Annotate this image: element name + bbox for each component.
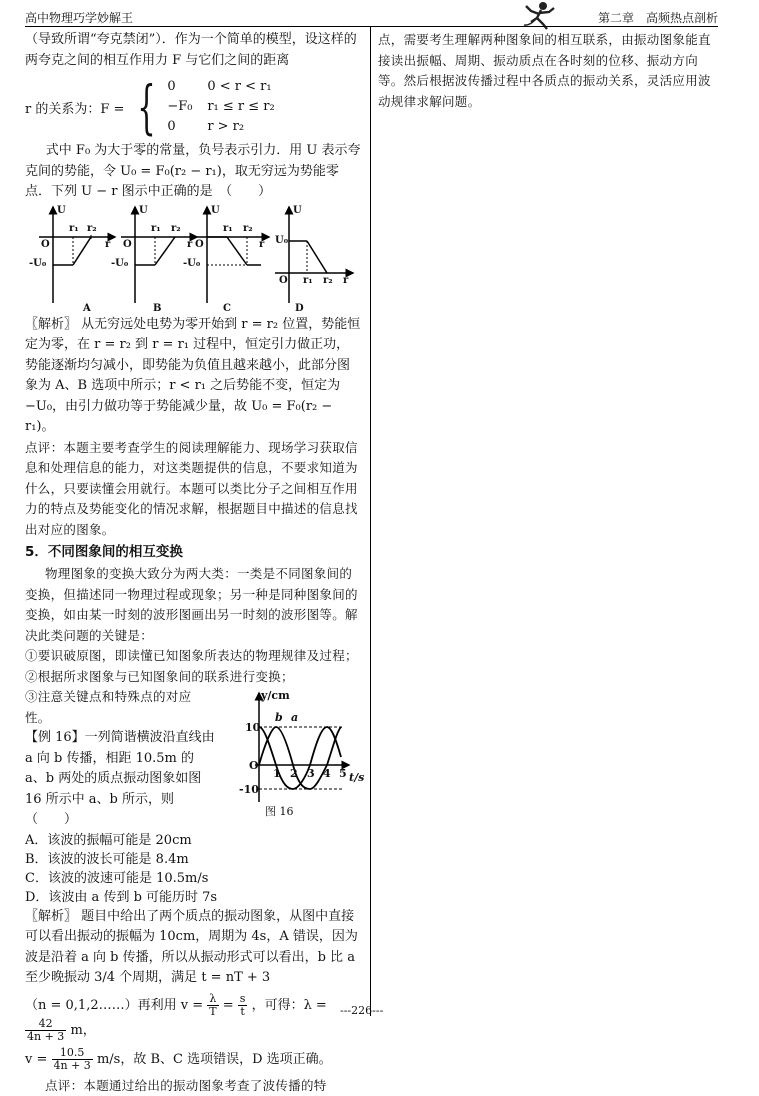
graph-c-label: C: [223, 303, 231, 314]
graph-a-r2: r₂: [87, 223, 97, 234]
section-5-heading: 5．不同图象间的相互变换: [25, 542, 362, 562]
fig16-label-a: a: [291, 711, 298, 724]
header-rule: [25, 26, 718, 27]
graph-a-r: r: [105, 239, 110, 250]
comment-1: 点评：本题主要考查学生的阅读理解能力、现场学习获取信息和处理信息的能力，对这类题提供的信息，不要求知道为什么，只要读懂会用就行。本题可以类比分子之间相互作用力的特点及势能变化的情况求解，根据题目中描述的信息找出对应的图象。: [25, 438, 362, 541]
graph-d-u0: U₀: [275, 235, 288, 246]
section-5-intro: 物理图象的变换大致分为两大类：一类是不同图象间的变换，但描述同一物理过程或现象；另一种是同种图象间的变换，如由某一时刻的波形图画出另一时刻的波形图等。解决此类问题的关键是：: [25, 564, 362, 646]
fig16-tick-3: 3: [307, 767, 315, 780]
graph-b-u-label: U: [139, 205, 148, 216]
graph-b-neg-u0: -U₀: [111, 258, 128, 269]
piecewise-lhs: r 的关系为：F =: [25, 98, 124, 117]
fig16-origin: O: [249, 759, 259, 772]
option-c: C．该波的波速可能是 10.5m/s: [25, 869, 362, 888]
graph-a-label: A: [83, 303, 91, 314]
example-16-text: 【例 16】一列简谐横波沿直线由 a 向 b 传播，相距 10.5m 的 a、b 两处的质点振动图象如图 16 所示中 a、b 所示，则 （ ）: [25, 728, 215, 831]
figure-16-caption: 图 16: [265, 803, 294, 819]
graph-b-r1: r₁: [151, 223, 161, 234]
graph-d-r2: r₂: [323, 275, 333, 286]
graph-c-u-label: U: [211, 205, 220, 216]
graph-a-r1: r₁: [69, 223, 79, 234]
right-column: [378, 30, 718, 112]
fig16-xlabel: t/s: [349, 771, 364, 784]
graph-b-r: r: [187, 239, 192, 250]
example-16: [25, 687, 362, 831]
fig16-tick-2: 2: [290, 767, 298, 780]
case-row: −F₀ r₁ ≤ r ≤ r₂: [167, 97, 274, 117]
graph-c-r1: r₁: [223, 223, 233, 234]
fig16-tick-4: 4: [323, 767, 331, 780]
option-d: D．该波由 a 传到 b 可能历时 7s: [25, 888, 362, 907]
graph-c-origin: O: [195, 239, 204, 250]
fig16-label-b: b: [275, 711, 283, 724]
section-5-item-2: ②根据所求图象与已知图象间的联系进行变换；: [25, 667, 362, 688]
comment-2: 点评：本题通过给出的振动图象考查了波传播的特: [25, 1076, 362, 1096]
graph-a: [39, 207, 115, 303]
case-row: 0 0 < r < r₁: [167, 77, 274, 97]
analysis-2-formula-2: v = $\frac{10.5}{4n + 3}$ m/s，故 B、C 选项错误，D 选项正确。: [25, 1047, 362, 1072]
graph-b-origin: O: [123, 239, 132, 250]
chapter-title: 第二章 高频热点剖析: [598, 9, 718, 26]
graph-c-neg-u0: -U₀: [183, 258, 200, 269]
graph-d-u-label: U: [293, 205, 302, 216]
analysis-2-formula-1: （n = 0,1,2……）再利用 v = $\frac{\lambda}{T}$ = $\frac{s}{t}$ ，可得：λ = $\frac{42}{4n + 3}$ m，: [25, 993, 362, 1043]
ur-graphs: [25, 205, 362, 315]
left-column: [25, 30, 362, 1096]
paragraph-intro: （导致所谓“夸克禁闭”）．作为一个简单的模型，设这样的两夸克之间的相互作用力 F 与它们之间的距离: [25, 30, 362, 71]
graph-c-r: r: [259, 239, 264, 250]
brace: {: [138, 78, 156, 136]
case-row: 0 r > r₂: [167, 117, 274, 137]
graph-b-label: B: [153, 303, 161, 314]
fig16-10: 10: [245, 721, 260, 734]
graph-b-r2: r₂: [171, 223, 181, 234]
graph-a-origin: O: [41, 239, 50, 250]
fig16-tick-5: 5: [339, 767, 347, 780]
piecewise-force: [25, 73, 362, 141]
fig16-ylabel: y/cm: [261, 689, 290, 702]
graph-d-r: r: [343, 275, 348, 286]
option-b: B．该波的波长可能是 8.4m: [25, 850, 362, 869]
graph-d: [275, 207, 353, 303]
fig16-tick-1: 1: [273, 767, 281, 780]
fig16-minus10: -10: [239, 783, 259, 796]
graph-a-u-label: U: [57, 205, 66, 216]
graph-d-r1: r₁: [303, 275, 313, 286]
piecewise-cases: [167, 77, 274, 137]
graph-c: [193, 207, 269, 303]
option-a: A．该波的振幅可能是 20cm: [25, 831, 362, 850]
right-paragraph: 点，需要考生理解两种图象间的相互联系，由振动图象能直接读出振幅、周期、振动质点在各时刻的位移、振动方向等。然后根据波传播过程中各质点的振动关系，灵活应用波动规律求解问题。: [378, 30, 718, 112]
section-5-item-1: ①要识破原图，即读懂已知图象所表达的物理规律及过程；: [25, 646, 362, 667]
book-title: 高中物理巧学妙解王: [25, 9, 133, 26]
paragraph-question: 式中 F₀ 为大于零的常量，负号表示引力．用 U 表示夸克间的势能，令 U₀ = F₀(r₂ − r₁)，取无穷远为势能零点．下列 U − r 图示中正确的是 （ ）: [25, 141, 362, 203]
graph-d-label: D: [295, 303, 304, 314]
column-divider: [370, 26, 371, 1016]
graph-c-r2: r₂: [243, 223, 253, 234]
graph-b: [121, 207, 197, 303]
page-number: ---226---: [340, 1004, 383, 1017]
analysis-2: 〖解析〗 题目中给出了两个质点的振动图象，从图中直接可以看出振动的振幅为 10cm，周期为 4s，A 错误，因为波是沿着 a 向 b 传播，所以从振动形式可以看出，b 比 a 至少晚振动 3/4 个周期，满足 t = nT + 3: [25, 907, 362, 989]
analysis-1: 〖解析〗 从无穷远处电势为零开始到 r = r₂ 位置，势能恒定为零，在 r = r₂ 到 r = r₁ 过程中，恒定引力做正功，势能逐渐均匀减小，即势能为负值且越来越小，此部分图象为 A、B 选项中所示；r < r₁ 之后势能不变，恒定为 −U₀，由引力做功等于势能减少量，故 U₀ = F₀(r₂ − r₁)。: [25, 315, 362, 438]
section-5-item-3: ③注意关键点和特殊点的对应性。: [25, 687, 215, 728]
graph-d-origin: O: [279, 275, 288, 286]
page-header: [25, 6, 718, 28]
graph-a-neg-u0: -U₀: [29, 258, 46, 269]
